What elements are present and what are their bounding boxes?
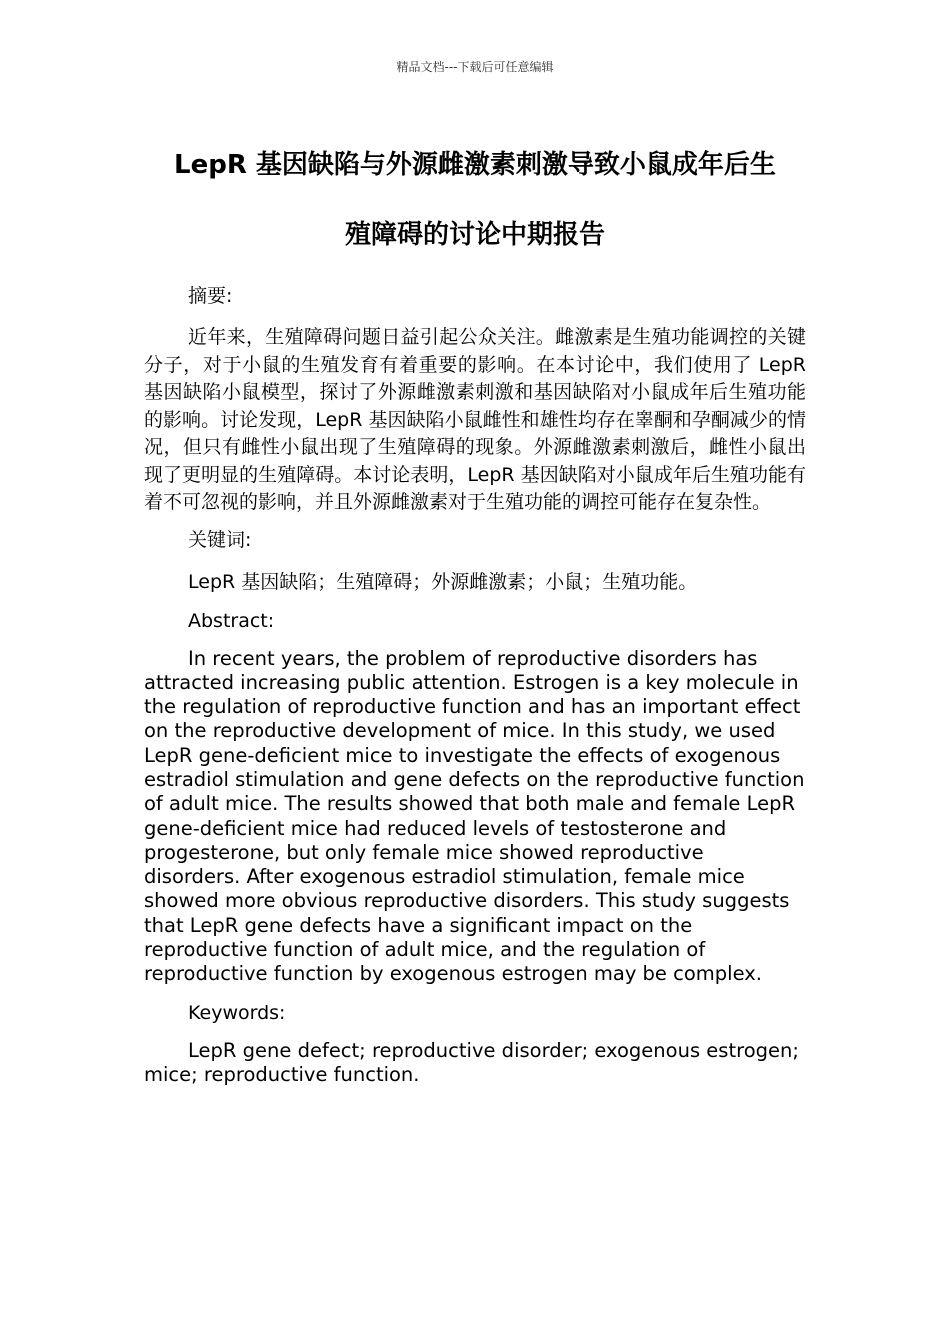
keywords-en-label: Keywords: bbox=[188, 1001, 286, 1024]
document-title bbox=[144, 130, 806, 270]
keywords-en-text: LepR gene defect; reproductive disorder; exogenous estrogen; mice; reproductive function. bbox=[144, 1038, 799, 1086]
header-note: 精品文档---下载后可任意编辑 bbox=[396, 60, 554, 74]
abstract-en-text: In recent years, the problem of reproductive disorders has attracted increasing public attention. Estrogen is a key molecule in the regulation of reproductive function and has an important effect on the reproductive development of mice. In this study, we used LepR gene-deficient mice to investigate the effects of exogenous estradiol stimulation and gene defects on the reproductive function of adult mice. The results showed that both male and female LepR gene-deficient mice had reduced levels of testosterone and progesterone, but only female mice showed reproductive disorders. After exogenous estradiol stimulation, female mice showed more obvious reproductive disorders. This study suggests that LepR gene defects have a significant impact on the reproductive function of adult mice, and the regulation of reproductive function by exogenous estrogen may be complex. bbox=[144, 646, 805, 986]
title-line-2: 殖障碍的讨论中期报告 bbox=[344, 220, 605, 250]
title-line-1: LepR 基因缺陷与外源雌激素刺激导致小鼠成年后生 bbox=[174, 150, 776, 180]
abstract-zh-label: 摘要: bbox=[188, 285, 233, 307]
abstract-zh-text: 近年来，生殖障碍问题日益引起公众关注。雌激素是生殖功能调控的关键分子，对于小鼠的生殖发育有着重要的影响。在本讨论中，我们使用了 LepR 基因缺陷小鼠模型，探讨了外源雌激素刺激和基因缺陷对小鼠成年后生殖功能的影响。讨论发现，LepR 基因缺陷小鼠雌性和雄性均存在睾酮和孕酮减少的情况，但只有雌性小鼠出现了生殖障碍的现象。外源雌激素刺激后，雌性小鼠出现了更明显的生殖障碍。本讨论表明，LepR 基因缺陷对小鼠成年后生殖功能有着不可忽视的影响，并且外源雌激素对于生殖功能的调控可能存在复杂性。 bbox=[144, 326, 806, 513]
keywords-zh-text: LepR 基因缺陷；生殖障碍；外源雌激素；小鼠；生殖功能。 bbox=[188, 570, 698, 593]
document-page bbox=[144, 130, 806, 1087]
abstract-en-label: Abstract: bbox=[188, 609, 275, 632]
keywords-zh-label: 关键词: bbox=[188, 528, 252, 551]
